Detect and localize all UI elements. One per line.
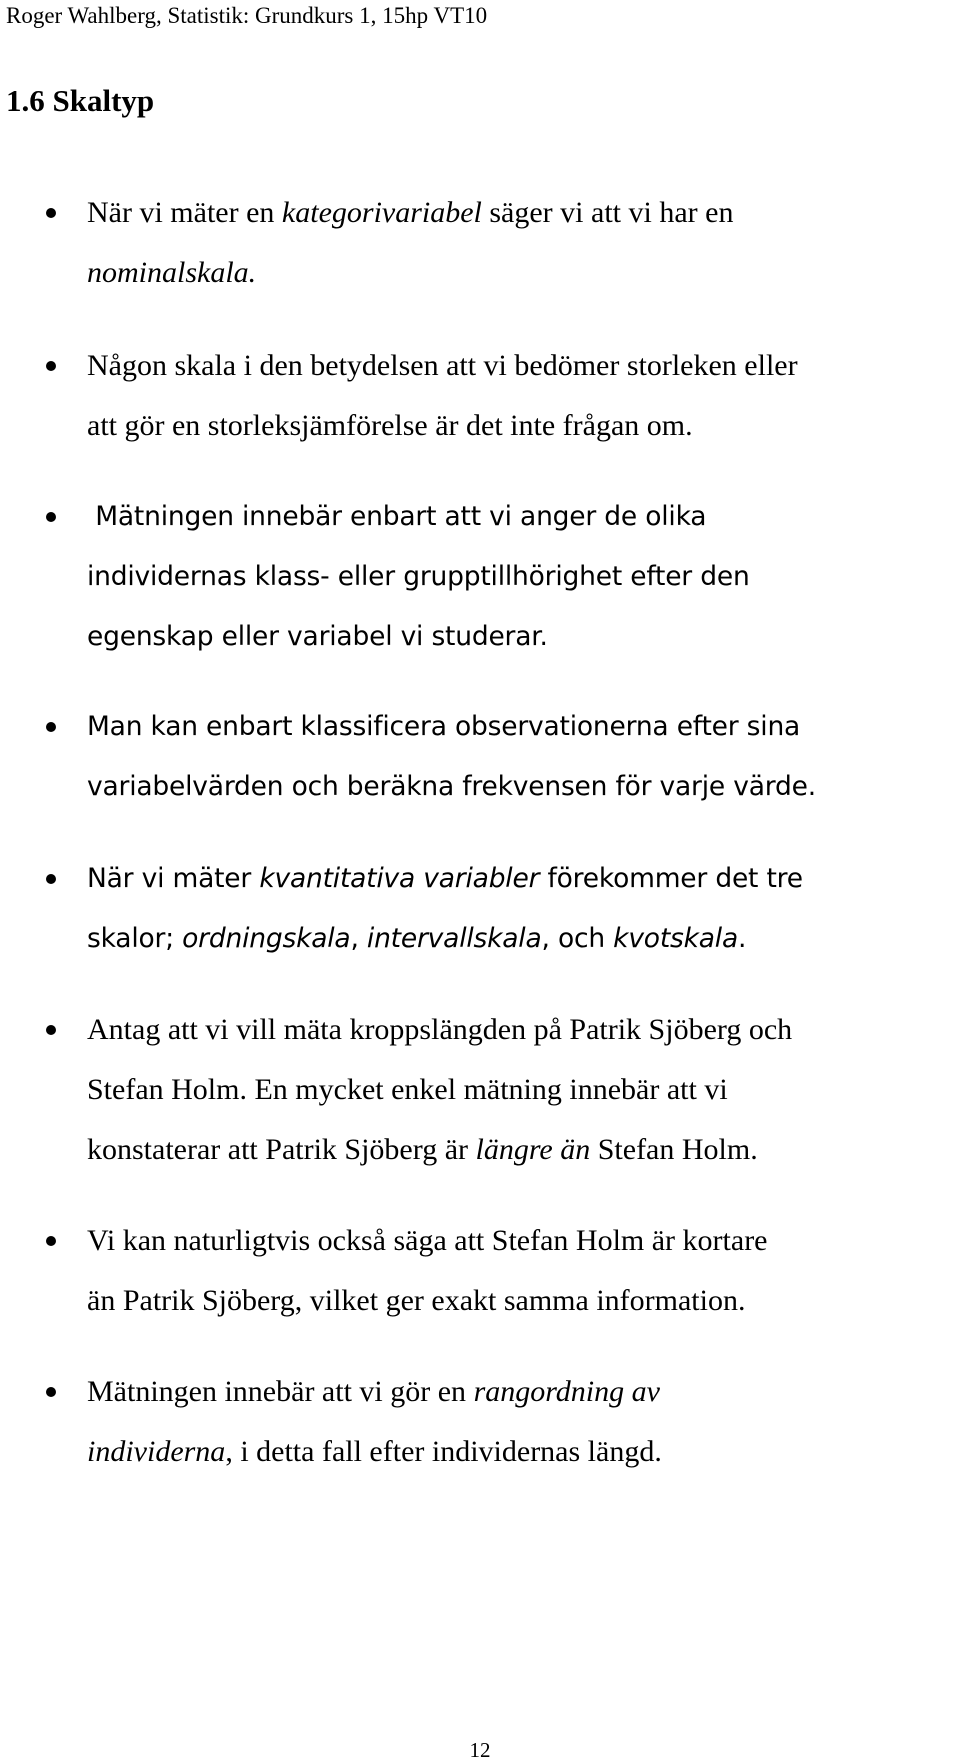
bullet-text-5: [87, 849, 957, 969]
bullet-6-line-2: Stefan Holm. En mycket enkel mätning innebär att vi: [87, 1073, 728, 1106]
bullet-4-line-1: Man kan enbart klassificera observationerna efter sina: [87, 711, 801, 742]
bullet-6-line-1: Antag att vi vill mäta kroppslängden på Patrik Sjöberg och: [87, 1013, 793, 1046]
bullet-7-line-1: Vi kan naturligtvis också säga att Stefan Holm är kortare: [87, 1224, 768, 1257]
text-run: skalor;: [87, 923, 183, 954]
bullet-5-line-2: [87, 909, 957, 969]
italic-term: längre än: [475, 1133, 591, 1166]
bullet-2-line-1: Någon skala i den betydelsen att vi bedömer storleken eller: [87, 349, 798, 382]
text-run: förekommer det tre: [539, 863, 803, 894]
bullet-3-line-1: Mätningen innebär enbart att vi anger de olika: [87, 501, 707, 532]
italic-term: kategorivariabel: [281, 196, 482, 229]
text-run: säger vi att vi har en: [481, 196, 734, 229]
italic-term: individerna: [87, 1435, 226, 1468]
bullet-7-line-2: än Patrik Sjöberg, vilket ger exakt samma information.: [87, 1284, 746, 1317]
text-run: , i detta fall efter individernas längd.: [225, 1435, 662, 1468]
italic-term: rangordning av: [473, 1375, 660, 1408]
bullet-8-line-1: [87, 1362, 957, 1422]
running-header: Roger Wahlberg, Statistik: Grundkurs 1, 15hp VT10: [6, 3, 488, 28]
bullet-text-1: [87, 183, 957, 303]
text-run: ,: [350, 923, 367, 954]
italic-term: intervallskala: [366, 923, 542, 954]
bullet-6-line-3: [87, 1120, 957, 1180]
bullet-dot: [46, 208, 56, 218]
section-title: 1.6 Skaltyp: [6, 83, 155, 118]
bullet-3-line-3: egenskap eller variabel vi studerar.: [87, 621, 548, 652]
text-run: Mätningen innebär att vi gör en: [87, 1375, 474, 1408]
page-number: 12: [469, 1738, 491, 1762]
text-run: När vi mäter: [87, 863, 260, 894]
bullet-dot: [46, 1387, 56, 1397]
bullet-text-7: [87, 1211, 957, 1331]
bullet-dot: [46, 1025, 56, 1035]
bullet-dot: [46, 874, 56, 884]
bullet-4-line-2: variabelvärden och beräkna frekvensen för varje värde.: [87, 771, 816, 802]
bullet-text-4: [87, 697, 957, 817]
text-run: När vi mäter en: [87, 196, 282, 229]
bullet-dot: [46, 1236, 56, 1246]
bullet-dot: [46, 361, 56, 371]
text-run: .: [738, 923, 747, 954]
bullet-dot: [46, 512, 56, 522]
italic-term: nominalskala.: [87, 256, 257, 289]
italic-term: ordningskala: [182, 923, 351, 954]
text-run: Stefan Holm.: [590, 1133, 758, 1166]
italic-term: kvantitativa variabler: [259, 863, 540, 894]
bullet-3-line-2: individernas klass- eller grupptillhörighet efter den: [87, 561, 750, 592]
bullet-8-line-2: [87, 1422, 957, 1482]
bullet-1-line-1: [87, 183, 957, 243]
italic-term: kvotskala: [613, 923, 738, 954]
bullet-5-line-1: [87, 849, 957, 909]
bullet-text-3: [87, 487, 957, 667]
bullet-text-2: [87, 336, 957, 456]
text-run: , och: [541, 923, 614, 954]
bullet-text-8: [87, 1362, 957, 1482]
bullet-2-line-2: att gör en storleksjämförelse är det inte frågan om.: [87, 409, 693, 442]
bullet-1-line-2: [87, 243, 957, 303]
bullet-dot: [46, 722, 56, 732]
text-run: konstaterar att Patrik Sjöberg är: [87, 1133, 476, 1166]
bullet-text-6: [87, 1000, 957, 1180]
